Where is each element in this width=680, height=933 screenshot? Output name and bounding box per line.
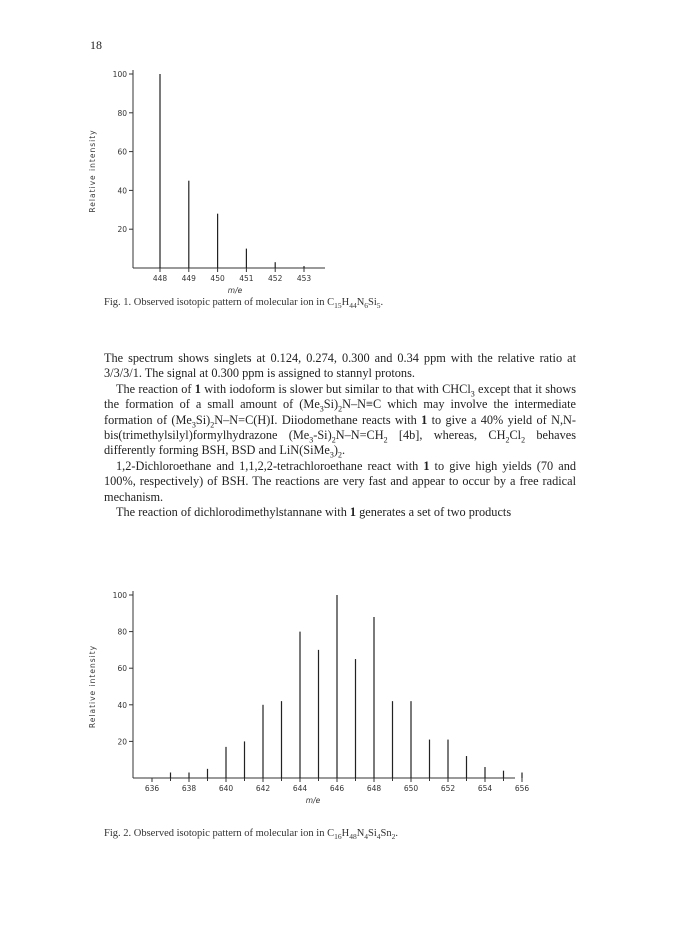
text: N–N=C(H)I. Diiodomethane reacts with [214,412,422,427]
figure-2-chart [85,585,535,815]
caption-text: N [356,828,365,839]
caption-text: Si [368,297,377,308]
subscript: 3 [329,450,334,460]
x-tick-label: 652 [440,784,456,793]
subscript: 2 [505,435,510,445]
figure-2-svg [85,585,535,815]
y-tick-label: 60 [117,664,127,674]
x-tick-label: 638 [181,784,197,793]
y-tick-label: 40 [117,700,127,710]
text: generates a set of two products [356,505,512,520]
x-tick-label: 648 [366,784,382,793]
caption-sub: 6 [364,301,369,311]
caption-text: . [380,297,384,308]
text: with iodoform is slower but similar to that with CHCl [200,381,471,396]
x-tick-label: 644 [292,784,308,793]
text: Si) [323,397,339,412]
subscript: 2 [338,450,342,460]
caption-text: H [341,297,350,308]
x-axis-label: m/e [227,286,243,295]
paragraph-2 [104,382,576,459]
text: The reaction of dichlorodimethylstannane with [116,505,350,520]
caption-text: Fig. 1. Observed isotopic pattern of molecular ion in C [104,297,335,308]
caption-sub: 4 [364,832,369,842]
caption-text: Sn [380,828,392,839]
figure-1-svg [85,60,355,300]
figure-1-caption [104,297,383,310]
x-tick-label: 646 [329,784,345,793]
figure-1-chart [85,60,355,300]
text: Si) [195,412,211,427]
compound-ref: 1 [194,381,201,396]
x-tick-label: 449 [181,274,196,283]
compound-ref: 1 [421,412,428,427]
x-tick-label: 650 [403,784,419,793]
compound-ref: 1 [423,458,430,473]
subscript: 3 [470,389,475,399]
y-tick-label: 100 [112,70,127,79]
y-tick-label: 80 [117,627,127,637]
x-tick-label: 656 [514,784,530,793]
page-number: 18 [90,38,102,52]
x-tick-label: 450 [210,274,225,283]
x-tick-label: 451 [239,274,254,283]
y-tick-label: 80 [117,108,127,118]
x-tick-label: 640 [218,784,234,793]
text: The reaction of [116,381,195,396]
subscript: 2 [210,420,215,430]
caption-text: N [356,297,365,308]
text: N–N≡C which may involve the intermediate formation of (Me [104,397,576,427]
y-tick-label: 100 [112,591,127,600]
caption-sub: 4 [376,832,381,842]
subscript: 3 [191,420,196,430]
subscript: 2 [521,435,526,445]
x-tick-label: 448 [152,274,168,283]
text: [4b], whereas, CH [387,428,506,443]
x-tick-label: 452 [268,274,283,283]
caption-sub: 15 [334,301,342,311]
paragraph-4 [104,505,576,520]
x-tick-label: 636 [144,784,160,793]
subscript: 3 [319,404,324,414]
text: N–N=CH [335,428,384,443]
figure-2-caption [104,828,398,841]
caption-sub: 48 [349,832,357,842]
y-tick-label: 20 [117,737,127,747]
y-tick-label: 20 [117,225,127,235]
caption-text: Si [368,828,377,839]
x-tick-label: 642 [255,784,271,793]
subscript: 3 [309,435,314,445]
subscript: 2 [383,435,388,445]
text: -Si) [313,428,332,443]
subscript: 2 [331,435,336,445]
subscript: 2 [338,404,343,414]
x-tick-label: 453 [296,274,312,283]
text: The spectrum shows singlets at 0.124, 0.274, 0.300 and 0.34 ppm with the relative ratio at 3/3/3/1. The signal at 0.300 ppm is assigned to stannyl protons. [104,351,576,381]
text: to give high yields (70 and 100%, respectively) of BSH. The reactions are very fast and appear to occur by a free radical mechanism. [104,458,576,504]
text: except that it shows the formation of a small amount of (Me [104,381,576,412]
y-tick-label: 40 [117,186,127,196]
compound-ref: 1 [349,505,357,520]
text: Cl [509,428,522,443]
caption-sub: 44 [349,301,357,311]
text: to give a 40% yield of N,N-bis(trimethylsilyl)formylhydrazone (Me [104,412,576,443]
caption-text: H [341,828,350,839]
text: 1,2-Dichloroethane and 1,1,2,2-tetrachloroethane react with [116,458,424,473]
caption-sub: 5 [376,301,381,311]
caption-text: . [395,828,399,839]
text: . [342,443,346,458]
caption-sub: 16 [334,832,342,842]
body-text [104,351,576,520]
caption-text: Fig. 2. Observed isotopic pattern of molecular ion in C [104,828,335,839]
y-tick-label: 60 [117,147,127,157]
text: ) [333,443,338,458]
y-axis-label: Relative intensity [88,129,97,213]
x-axis-label: m/e [305,796,321,805]
paragraph-3 [104,459,576,505]
text: behaves differently forming BSH, BSD and LiN(SiMe [104,428,576,458]
caption-sub: 2 [391,832,396,842]
x-tick-label: 654 [477,784,493,793]
y-axis-label: Relative intensity [88,644,97,729]
paragraph-1 [104,351,576,382]
